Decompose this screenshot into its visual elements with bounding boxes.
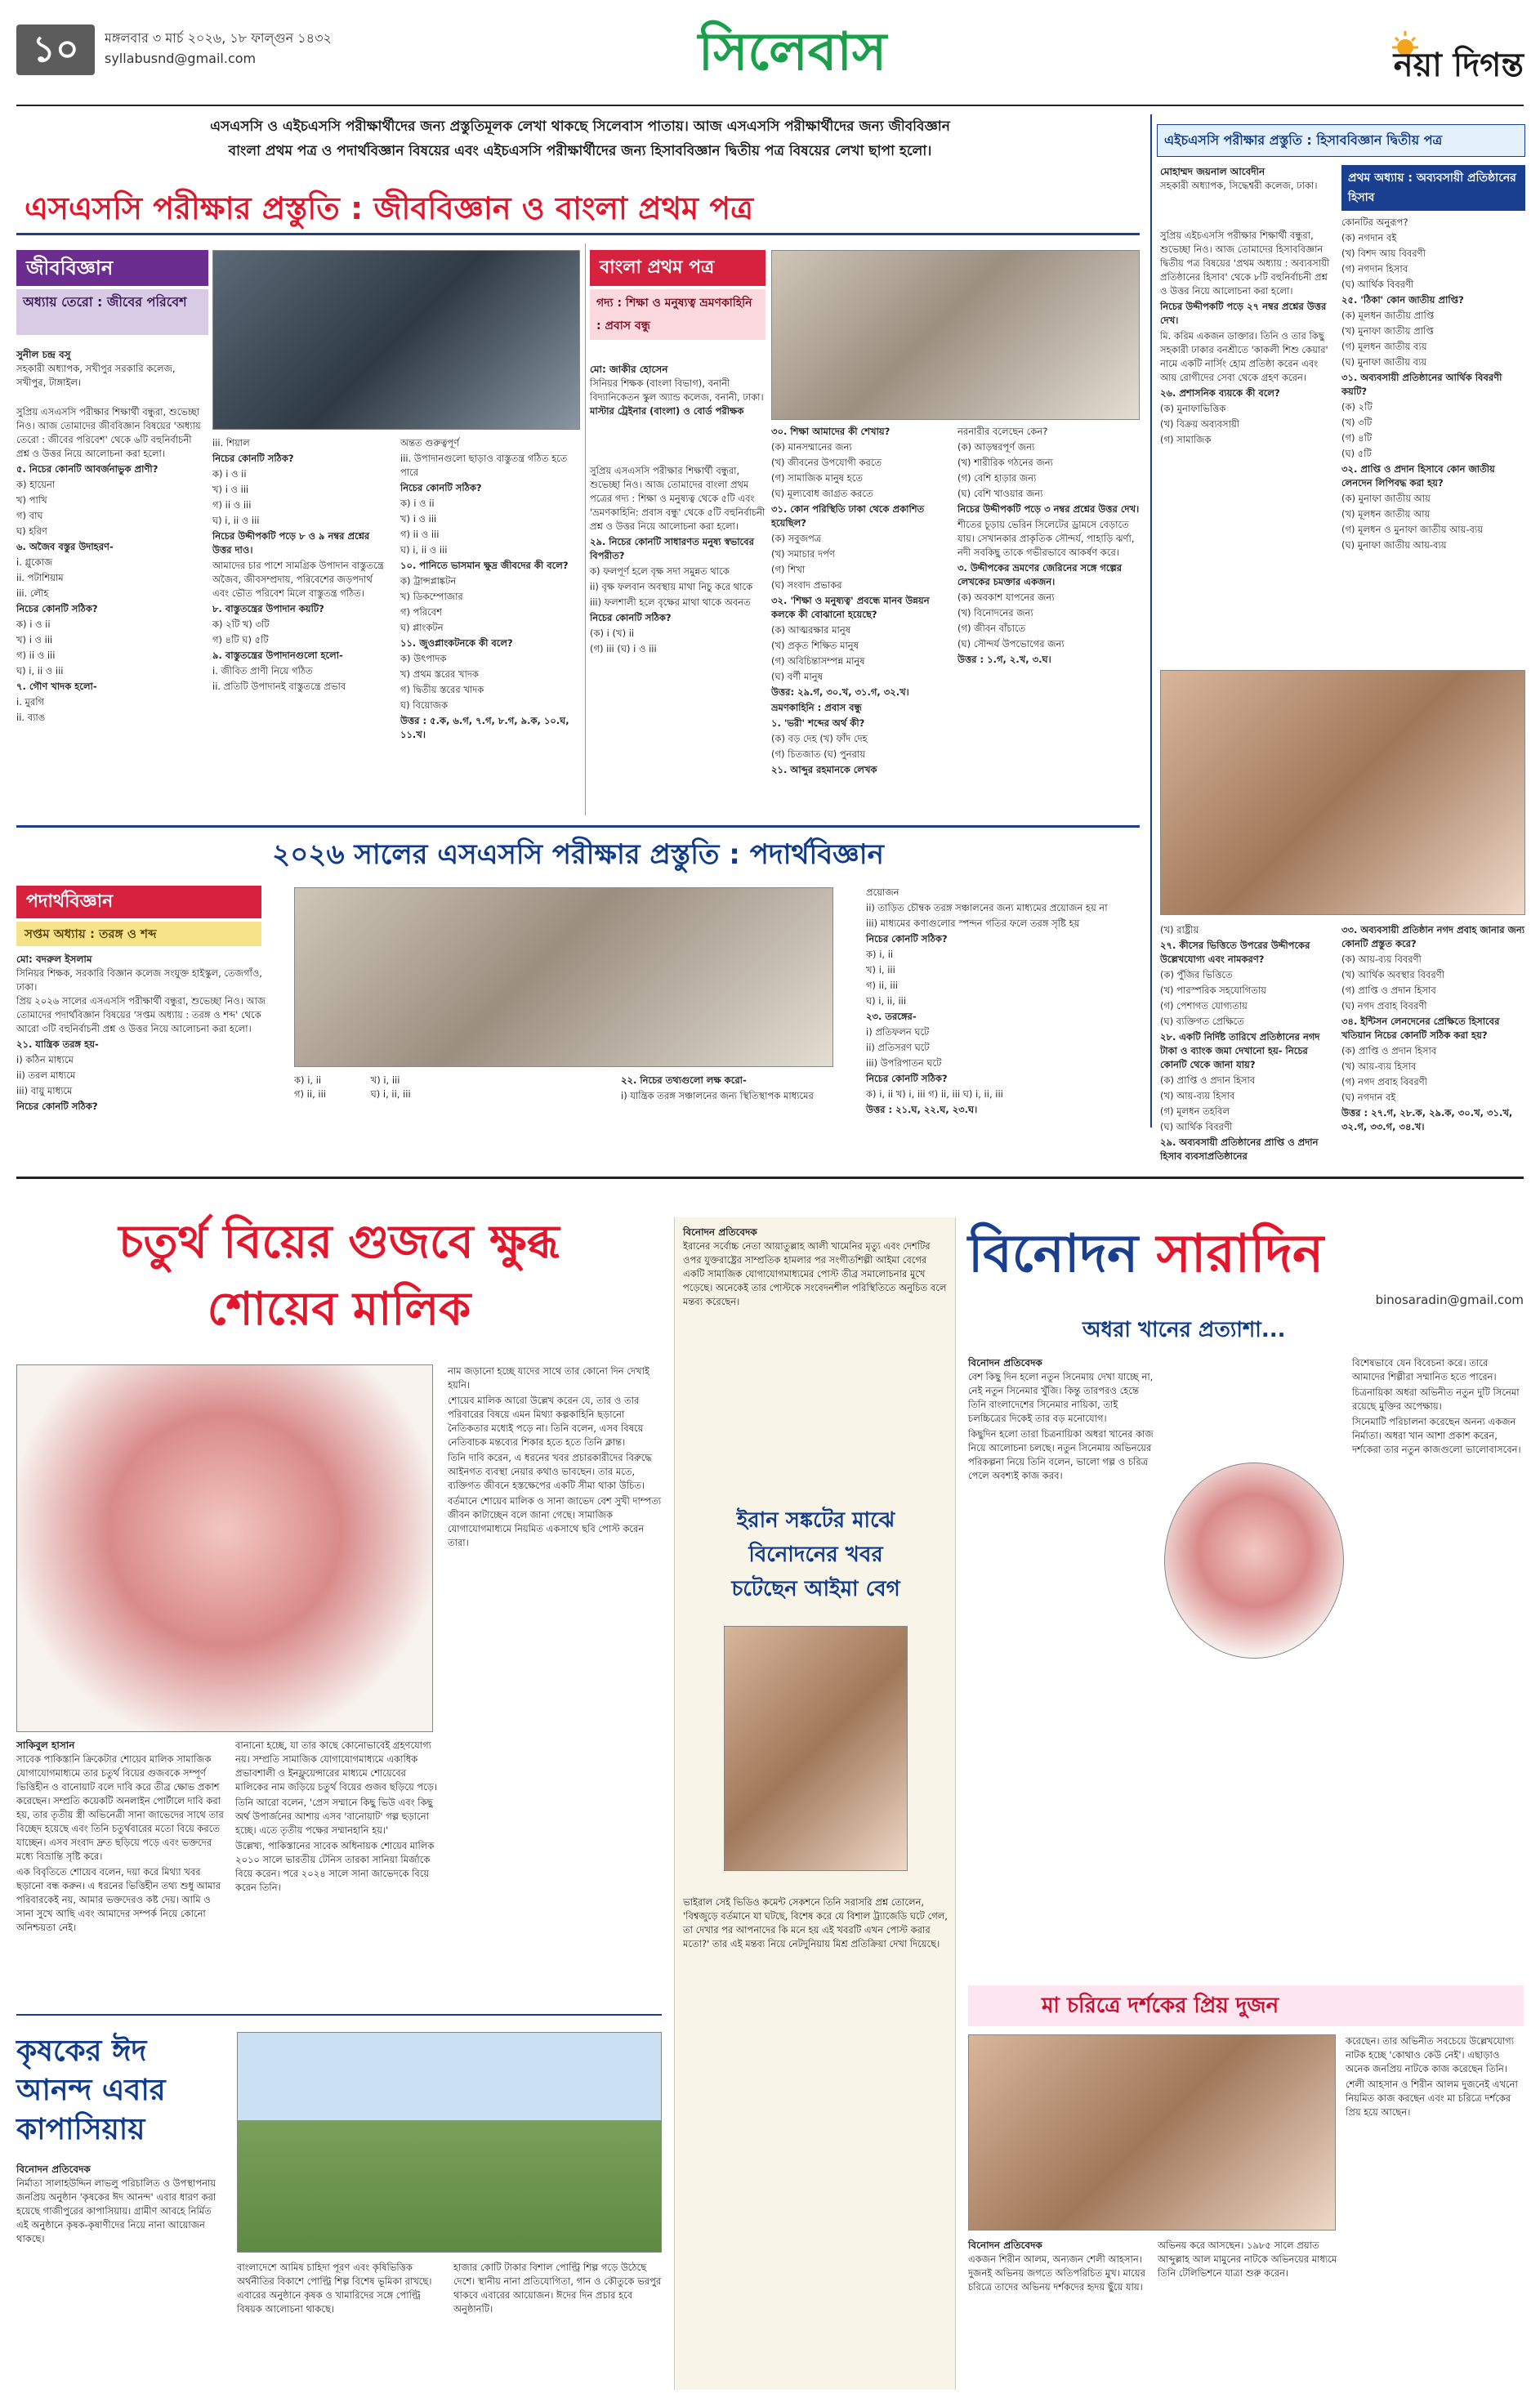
hsc-headline: এইচএসসি পরীক্ষার প্রস্তুতি : হিসাববিজ্ঞান দ্বিতীয় পত্র — [1157, 124, 1525, 157]
biology-option: iii. লৌহ — [16, 587, 49, 599]
hsc-col-1 — [1160, 229, 1333, 449]
odhora-col-2 — [1352, 1356, 1524, 1458]
biology-question: নিচের কোনটি সঠিক? — [212, 453, 294, 464]
odhora-para: বেশ কিছু দিন হলো নতুন সিনেমায় দেখা যাচ্ছে না, নেই নতুন সিনেমার খুঁজি। কিন্তু তারপরও হেন্তে তিনি বাংলাদেশের সিনেমার নায়িকা, তাই চলচ্চিত্রের দিকেই তার বড় মনোযোগ। — [968, 1371, 1154, 1424]
hsc-option: (ক) মুনাফাভিত্তিক — [1160, 403, 1226, 414]
bangla-subject: বাংলা প্রথম পত্র — [590, 250, 766, 286]
krishok-col-1 — [16, 2163, 225, 2248]
bangla-option: (ঘ) সংবাদ প্রভাকর — [771, 579, 842, 591]
bangla-col-1 — [590, 464, 766, 658]
biology-section — [16, 243, 580, 824]
physics-answer: উত্তর : ২১.ঘ, ২২.ঘ, ২৩.ঘ। — [866, 1104, 978, 1115]
hsc-author-desc: সহকারী অধ্যাপক, সিদ্ধেশ্বরী কলেজ, ঢাকা। — [1160, 180, 1318, 191]
biology-question: ৭. গৌণ খাদক হলো- — [16, 681, 97, 692]
shoaib-para: উল্লেখ্য, পাকিস্তানের সাবেক অধিনায়ক শোয়েব মালিক ২০১০ সালে ভারতীয় টেনিস তারকা সানিয়া মির্জাকে বিয়ে করেন। পরে ২০২৪ সালে সানা জাভেদকে বিয়ে করেন তিনি। — [235, 1840, 435, 1893]
shoaib-para: বর্তমানে শোয়েব মালিক ও সানা জাভেদ বেশ সুখী দাম্পত্য জীবন কাটাচ্ছেন বলে জানা গেছে। সামাজিক যোগাযোগমাধ্যমে নিয়মিত একসাথে ছবি পোস্ট করেন তারা। — [448, 1495, 662, 1548]
ma-para: অভিনয় করে আসছেন। ১৯৮৫ সালে প্রয়াত আব্দুল্লাহ আল মামুনের নাটকে অভিনয়ের মাধ্যমে তিনি টেলিভিশনে যাত্রা শুরু করেন। — [1158, 2239, 1337, 2279]
hsc-option: (খ) আয়-ব্যয় হিসাব — [1341, 1061, 1417, 1072]
column-divider — [585, 243, 586, 815]
hsc-question: ৩৪. ইন্টিসন লেনদেনের প্রেক্ষিতে হিসাবের খতিয়ান নিচের কোনটি সঠিক করা হয়? — [1341, 1016, 1500, 1041]
biology-option: অন্তত গুরুত্বপূর্ণ — [400, 437, 460, 449]
hsc-section — [1150, 114, 1525, 1162]
bangla-option: (ঘ) বেশি খাওয়ার জন্য — [957, 488, 1043, 499]
physics-question: ২১. যান্ত্রিক তরঙ্গ হয়- — [16, 1038, 99, 1050]
biology-option: খ) i ও iii — [212, 484, 249, 495]
ma-col-1 — [968, 2239, 1148, 2296]
hsc-option: (ক) প্রাপ্তি ও প্রদান হিসাব — [1160, 1074, 1256, 1086]
bangla-option: (গ) সামাজিক মানুষ হতে — [771, 472, 863, 484]
physics-option: i) প্রতিফলন ঘটে — [866, 1026, 930, 1038]
hsc-option: (ক) আয়-ব্যয় বিবরণী — [1341, 953, 1422, 965]
page-number-box — [16, 25, 95, 75]
aima-headline-line-1: ইরান সঙ্কটের মাঝে — [736, 1508, 895, 1533]
bangla-option: iii) ফলশালী হলে বৃক্ষের মাথা থাকে অবনত — [590, 596, 751, 608]
physics-option: i) কঠিন মাধ্যমে — [16, 1054, 74, 1065]
biology-option: ক) হায়েনা — [16, 479, 56, 490]
hsc-question: ৩৩. অব্যবসায়ী প্রতিষ্ঠান নগদ প্রবাহ জানার জন্য কোনটি প্রস্তুত করে? — [1341, 924, 1525, 949]
hsc-option: (গ) প্রাপ্তি ও প্রদান হিসাব — [1341, 985, 1436, 996]
hsc-option: (খ) বিক্রয় অব্যবসায়ী — [1160, 418, 1240, 430]
physics-option: iii) মাধ্যমের কণাগুলোর স্পন্দন গতির ফলে তরঙ্গ সৃষ্টি হয় — [866, 918, 1080, 929]
krishok-headline-line-1: কৃষকের ঈদ — [16, 2034, 147, 2068]
binodon-email: binosaradin@gmail.com — [1375, 1293, 1524, 1307]
biology-para: সুপ্রিয় এসএসসি পরীক্ষার শিক্ষার্থী বন্ধুরা, শুভেচ্ছা নিও। আজ তোমাদের জীববিজ্ঞান বিষয়ের 'অধ্যায় তেরো : জীবের পরিবেশ' থেকে ৬টি বহুনির্বাচনী প্রশ্ন ও উত্তর নিয়ে আলোচনা করা হলো। — [16, 406, 201, 459]
ma-para: শেলী আহসান ও শিরীন আলম দুজনেই এখনো নিয়মিত কাজ করছেন এবং মা চরিত্রে দর্শকের প্রিয় হয়ে আছেন। — [1346, 2079, 1518, 2118]
odhora-author: বিনোদন প্রতিবেদক — [968, 1357, 1042, 1369]
shoaib-para: সাবেক পাকিস্তানি ক্রিকেটার শোয়েব মালিক সামাজিক যোগাযোগমাধ্যমে তার চতুর্থ বিয়ের গুজবকে সম্পূর্ণ ভিত্তিহীন ও বানোয়াট বলে দাবি করে তীব্র ক্ষোভ প্রকাশ করেছেন। সম্প্রতি কয়েকটি অনলাইন পোর্টালে দাবি করা হয়, তার তৃতীয় স্ত্রী অভিনেত্রী সানা জাভেদের সাথে তার বিচ্ছেদ হয়েছে এবং তিনি চতুর্থবারের মতো বিয়ে করতে যাচ্ছেন। এসব সংবাদ দ্রুত ছড়িয়ে পড়ে এবং ভক্তদের মধ্যে বিভ্রান্তি সৃষ্টি করে। — [16, 1753, 224, 1862]
page-header — [16, 18, 1524, 100]
physics-option: গ) ii, iii — [866, 980, 898, 991]
biology-question: ১১. জুওপ্লাংকটনকে কী বলে? — [400, 637, 513, 649]
biology-option: গ) ii ও iii — [400, 529, 440, 540]
physics-headline: ২০২৬ সালের এসএসসি পরীক্ষার প্রস্তুতি : পদার্থবিজ্ঞান — [272, 838, 884, 871]
intro-line-1: এসএসসি ও এইচএসসি পরীক্ষার্থীদের জন্য প্রস্তুতিমূলক লেখা থাকছে সিলেবাস পাতায়। আজ এসএসসি পরীক্ষার্থীদের জন্য জীববিজ্ঞান — [210, 118, 950, 135]
hsc-option: (ক) প্রাপ্তি ও প্রদান হিসাব — [1341, 1045, 1437, 1056]
bangla-col-3 — [957, 425, 1140, 668]
bangla-option: (গ) শিখা — [771, 564, 806, 575]
ssc-headline: এসএসসি পরীক্ষার প্রস্তুতি : জীববিজ্ঞান ও বাংলা প্রথম পত্র — [25, 190, 754, 226]
biology-option: ক) ২টি খ) ৩টি — [212, 618, 270, 630]
physics-option: ii) তাড়িত চৌম্বক তরঙ্গ সঞ্চালনের জন্য মাধ্যমের প্রয়োজন হয় না — [866, 902, 1108, 913]
physics-q22 — [621, 1074, 866, 1105]
section-separator — [16, 1177, 1524, 1179]
odhora-para: কিছুদিন হলো তারা চিত্রনায়িকা অধরা খানের কাজ নিয়ে আলোচনা চলছে। নতুন সিনেমায় অভিনয়ের পরিকল্পনা নিয়ে তিনি বলেন, ভালো গল্প ও চরিত্র পেলে অবশ্যই কাজ করব। — [968, 1428, 1154, 1481]
biology-option: খ) পাখি — [16, 494, 47, 506]
hsc-question: ৩২. প্রাপ্তি ও প্রদান হিসাবে কোন জাতীয় লেনদেন লিপিবদ্ধ করা হয়? — [1341, 463, 1495, 489]
physics-option: iii) বায়ু মাধ্যমে — [16, 1085, 73, 1096]
biology-question: ৬. অজৈব বস্তুর উদাহরণ- — [16, 541, 114, 552]
biology-option: ঘ) প্লাংকটন — [400, 622, 444, 633]
physics-col-1 — [16, 953, 278, 1115]
physics-option: iii) উপরিপাতন ঘটে — [866, 1057, 942, 1069]
hsc-option: (খ) মূলধন জাতীয় আয় — [1341, 508, 1431, 520]
bangla-option: (খ) জীবনের উপযোগী করতে — [771, 457, 882, 468]
krishok-headline — [16, 2032, 233, 2150]
hsc-option: (ঘ) ব্যক্তিগত প্রেক্ষিতে — [1160, 1016, 1244, 1027]
aima-headline — [683, 1503, 949, 1606]
bangla-section — [590, 243, 1140, 824]
bangla-option: (গ) অবিচিন্তাসম্পন্ন মানুষ — [771, 655, 865, 667]
physics-option: i) যান্ত্রিক তরঙ্গ সঞ্চালনের জন্য স্থিতিস্থাপক মাধ্যমের — [621, 1090, 814, 1101]
bangla-option: নরনারীর বলেছেন কেন? — [957, 426, 1048, 437]
bangla-para: সুপ্রিয় এসএসসি পরীক্ষার শিক্ষার্থী বন্ধুরা, শুভেচ্ছা নিও। আজ তোমাদের বাংলা প্রথম পত্রের গদ্য : শিক্ষা ও মনুষ্যত্ব থেকে ৫টি এবং 'ভ্রমণকাহিনি: প্রবাস বন্ধু' থেকে ৫টি বহুনির্বাচনী প্রশ্ন ও উত্তর নিয়ে আলোচনা করা হলো। — [590, 465, 766, 532]
krishok-headline-line-2: আনন্দ এবার — [16, 2074, 166, 2107]
physics-option: গ) ii, iii — [294, 1088, 326, 1100]
biology-option: ক) ট্রান্সপ্লাঙ্কটন — [400, 575, 457, 587]
hsc-option: (গ) মূলধন জাতীয় ব্যয় — [1341, 341, 1427, 352]
biology-author-block — [16, 348, 204, 390]
biology-photo — [212, 250, 580, 430]
hsc-answer: উত্তর : ২৭.গ, ২৮.ক, ২৯.ক, ৩০.খ, ৩১.খ, ৩২.গ, ৩৩.গ, ৩৪.খ। — [1341, 1107, 1513, 1132]
aima-bottom — [683, 1896, 949, 1953]
hsc-option: (ক) পুঁজির ভিত্তিতে — [1160, 969, 1233, 980]
ma-para: করেছেন। তার অভিনীত সবচেয়ে উল্লেখযোগ্য নাটক হচ্ছে 'কোথাও কেউ নেই'। এছাড়াও অনেক জনপ্রিয় নাটকে কাজ করেছেন তিনি। — [1346, 2035, 1515, 2074]
aima-para: ভাইরাল সেই ভিডিও কমেন্ট সেকশনে তিনি সরাসরি প্রশ্ন তোলেন, 'বিশ্বজুড়ে বর্তমানে যা ঘটছে, বিশেষ করে যে বিশাল ট্র্যাজেডি ঘটে গেল, তা দেখার পর আপনাদের কি মনে হয় এই খবরটি এখন পোস্ট করার মতো?' তার এই মন্তব্য নিয়ে নেটদুনিয়ায় মিশ্র প্রতিক্রিয়া দেখা দিয়েছে। — [683, 1896, 948, 1949]
hsc-option: (খ) মুনাফা জাতীয় প্রাপ্তি — [1341, 325, 1434, 337]
biology-option: ক) i ও ii — [212, 468, 247, 480]
aima-para: ইরানের সর্বোচ্চ নেতা আয়াতুল্লাহ আলী খামেনির মৃত্যু এবং দেশটির ওপর যুক্তরাষ্ট্রের সাম্প্রতিক হামলার পর সংগীতশিল্পী আইমা বেগের একটি সামাজিক যোগাযোগমাধ্যমের পোস্ট তীব্র সমালোচনার মুখে পড়েছে। অনেকেই তার পোস্টকে সংবেদনশীল পরিস্থিতিতে অনুচিত বলে মন্তব্য করেছেন। — [683, 1240, 947, 1307]
bangla-option: (ঘ) সৌন্দর্য উপভোগের জন্য — [957, 638, 1065, 650]
biology-col-1 — [16, 405, 204, 726]
physics-subject: পদার্থবিজ্ঞান — [16, 886, 261, 918]
biology-option: খ) ডিকম্পোজার — [400, 591, 463, 602]
aima-author: বিনোদন প্রতিবেদক — [683, 1226, 757, 1238]
bangla-question: নিচের উদ্দীপকটি পড়ে ৩ নম্বর প্রশ্নের উত্তর দেখ। — [957, 503, 1140, 515]
hsc-option: (খ) ৩টি — [1341, 417, 1373, 428]
binodon-title-part-2: সারাদিন — [1156, 1224, 1324, 1284]
aima-photo — [724, 1626, 908, 1871]
hsc-question: ২৫. 'ঠিকা' কোন জাতীয় প্রাপ্তি? — [1341, 294, 1464, 306]
bangla-author-desc: সিনিয়র শিক্ষক (বাংলা বিভাগ), বনানী বিদ্যানিকেতন স্কুল অ্যান্ড কলেজ, বনানী, ঢাকা। — [590, 377, 764, 403]
bangla-col-2 — [771, 425, 947, 779]
biology-option: গ) দ্বিতীয় স্তরের খাদক — [400, 684, 484, 695]
hsc-option: (খ) পারস্পরিক সহযোগিতায় — [1160, 985, 1266, 996]
biology-question: নিচের উদ্দীপকটি পড়ে ৮ ও ৯ নম্বর প্রশ্নের উত্তর দাও। — [212, 530, 370, 556]
shoaib-para: নাম জড়ানো হচ্ছে যাদের সাথে তার কোনো দিন দেখাই হয়নি। — [448, 1365, 649, 1391]
paper-logo — [1291, 29, 1524, 84]
biology-question: ৫. নিচের কোনটি আবর্জনাভুক প্রাণী? — [16, 463, 158, 475]
biology-answer: উত্তর : ৫.ক, ৬.গ, ৭.গ, ৮.গ, ৯.ক, ১০.ঘ, ১১.খ। — [400, 715, 569, 740]
hsc-question: ২৭. কীসের ভিত্তিতে উপরের উদ্দীপকের উল্লেখযোগ্য এবং নামকরণ? — [1160, 940, 1310, 965]
krishok-author: বিনোদন প্রতিবেদক — [16, 2164, 91, 2175]
bangla-question: ৩১. কোন পরিস্থিতি ঢাকা থেকে প্রকাশিত হয়েছিল? — [771, 503, 925, 529]
hsc-question: ২৮. একটি নির্দিষ্ট তারিখে প্রতিষ্ঠানের নগদ টাকা ও ব্যাংক জমা দেখানো হয়- নিচের কোনটি থেকে জানা যায়? — [1160, 1031, 1320, 1070]
odhora-para: চিত্রনায়িকা অধরা অভিনীত নতুন দুটি সিনেমা রয়েছে মুক্তির অপেক্ষায়। — [1352, 1387, 1520, 1412]
hsc-option: (ঘ) আর্থিক বিবরণী — [1341, 279, 1414, 290]
odhora-photo — [1164, 1462, 1344, 1659]
physics-option: ঘ) i, ii, iii — [866, 995, 907, 1007]
ma-col-3 — [1346, 2034, 1524, 2121]
hsc-option: (ঘ) মুনাফা জাতীয় ব্যয় — [1341, 356, 1427, 368]
shoaib-headline-line-1: চতুর্থ বিয়ের গুজবে ক্ষুব্ধ — [118, 1216, 560, 1269]
section-title: সিলেবাস — [698, 21, 887, 83]
ssc-headline-rule — [16, 233, 1140, 235]
physics-author-desc: সিনিয়র শিক্ষক, সরকারি বিজ্ঞান কলেজ সংযুক্ত হাইস্কুল, তেজগাঁও, ঢাকা। — [16, 967, 262, 993]
biology-question: ৮. বাস্তুতন্ত্রের উপাদান কয়টি? — [212, 603, 324, 614]
hsc-option: (ক) মুনাফা জাতীয় আয় — [1341, 493, 1431, 504]
krishok-headline-line-3: কাপাসিয়ায় — [16, 2113, 145, 2146]
biology-option: ii. পটাশিয়াম — [16, 572, 64, 583]
aima-section — [674, 1217, 956, 2390]
hsc-para: মি. করিম একজন ডাক্তার। তিনি ও তার কিছু সহকারী ঢাকার বনশ্রীতে 'কাকলী শিশু কেয়ার' নামে একটি নার্সিং হোম প্রতিষ্ঠা করেন এবং আয় রোগীদের সেবা থেকে গ্রহণ করেন। — [1160, 330, 1328, 383]
biology-option: গ) বাঘ — [16, 510, 43, 521]
odhora-title: অধরা খানের প্রত্যাশা... — [1082, 1318, 1286, 1342]
physics-question: ২৩. তরঙ্গের- — [866, 1011, 917, 1022]
intro-line-2: বাংলা প্রথম পত্র ও পদার্থবিজ্ঞান বিষয়ের এবং এইচএসসি পরীক্ষার্থীদের জন্য হিসাববিজ্ঞান দ্বিতীয় পত্র বিষয়ের লেখা ছাপা হলো। — [228, 143, 932, 159]
hsc-option: (গ) মূলধন তহবিল — [1160, 1105, 1230, 1117]
shoaib-author: সাকিবুল হাসান — [16, 1739, 75, 1751]
bangla-option: (ঘ) বর্ণী মানুষ — [771, 671, 823, 682]
biology-option: ii. প্রতিটি উপাদানই বাস্তুতন্ত্রে প্রভাব — [212, 681, 346, 692]
hsc-option: (গ) ৪টি — [1341, 432, 1373, 444]
hsc-option: কোনটির অনুরূপ? — [1341, 217, 1408, 228]
bangla-author-block — [590, 363, 766, 418]
biology-option: ঘ) বিয়োজক — [400, 699, 449, 711]
bangla-question: ৩০. শিক্ষা আমাদের কী শেখায়? — [771, 426, 891, 437]
bangla-option: (গ) iii (ঘ) i ও iii — [590, 643, 657, 654]
bangla-option: (খ) শারীরিক গঠনের জন্য — [957, 457, 1053, 468]
biology-option: ঘ) i, ii ও iii — [400, 544, 448, 556]
bangla-option: ii) বৃক্ষ ফলবান অবস্থায় মাথা নিচু করে থাকে — [590, 581, 753, 592]
bangla-answer: উত্তর : ১.গ, ২.খ, ৩.ঘ। — [957, 654, 1051, 665]
page-number: ১০ — [32, 29, 79, 70]
physics-option: ক) i, ii — [294, 1074, 322, 1086]
ma-author: বিনোদন প্রতিবেদক — [968, 2239, 1042, 2251]
biology-question: ৯. বাস্তুতন্ত্রের উপাদানগুলো হলো- — [212, 650, 343, 661]
hsc-option: (ঘ) নগদান বই — [1341, 1092, 1396, 1103]
bangla-option: (ক) আড়ম্বরপূর্ণ জন্য — [957, 441, 1035, 453]
hsc-col-2 — [1341, 216, 1525, 554]
hsc-question: নিচের উদ্দীপকটি পড়ে ২৭ নম্বর প্রশ্নের উত্তর দেখ। — [1160, 301, 1327, 326]
physics-option: ii) তরল মাধ্যমে — [16, 1069, 76, 1081]
bangla-photo — [771, 250, 1140, 420]
paper-name: নয়া দিগন্ত — [1393, 46, 1524, 84]
bangla-question: ৩২. 'শিক্ষা ও মনুষ্যত্ব' প্রবন্ধে মানব উন্নয়ন কলকে কী বোঝানো হয়েছে? — [771, 595, 930, 620]
hsc-option: (গ) নগদ প্রবাহ বিবরণী — [1341, 1076, 1427, 1087]
bangla-option: (খ) সমাচার দর্পণ — [771, 548, 835, 560]
biology-option: ii. ব্যাঙ — [16, 712, 46, 723]
hsc-option: (গ) সামাজিক — [1160, 434, 1212, 445]
biology-option: ক) উৎপাদক — [400, 653, 447, 664]
biology-option: ঘ) হরিণ — [16, 525, 47, 537]
bangla-option: ক) ফলপূর্ণ হলে বৃক্ষ সদা সমুন্নত থাকে — [590, 565, 730, 577]
odhora-col-1 — [968, 1356, 1156, 1485]
shoaib-headline — [16, 1209, 662, 1343]
shoaib-para: তিনি আরো বলেন, 'প্রেস সম্মানে কিছু ভিউ এবং কিছু অর্থ উপার্জনের আশায় এসব 'বানোয়াট' গল্প ছড়ানো হচ্ছে। এতে তৃতীয় পক্ষের সম্মানহানি হয়।' — [235, 1797, 433, 1836]
binodon-title — [968, 1217, 1524, 1291]
bangla-option: (গ) বেশি হাড়ার জন্য — [957, 472, 1037, 484]
bangla-option: (খ) বিনোদনের জন্য — [957, 607, 1033, 618]
hsc-option: (গ) নগদান হিসাব — [1341, 263, 1408, 275]
physics-option: ঘ) i, ii, iii — [370, 1088, 411, 1100]
krishok-col-2 — [237, 2261, 441, 2318]
krishok-section — [16, 2014, 662, 2390]
ma-para: একজন শিরীন আলম, অন্যজন শেলী আহসান। দুজনই অভিনয় জগতে অতিপরিচিত মুখ। মায়ের চরিত্রে তাদের অভিনয় দর্শকদের হৃদয় ছুঁয়ে যায়। — [968, 2253, 1145, 2293]
bangla-option: (ক) মানসম্মানের জন্য — [771, 441, 852, 453]
bangla-question: ১. 'ভরী' শব্দের অর্থ কী? — [771, 717, 865, 729]
bangla-chapter: গদ্য : শিক্ষা ও মনুষ্যত্ব ভ্রমণকাহিনি : প্রবাস বন্ধু — [590, 289, 766, 340]
hsc-option: (ঘ) নগদ প্রবাহ বিবরণী — [1341, 1000, 1427, 1011]
bangla-question: ২১. আব্দুর রহমানকে লেখক — [771, 764, 877, 775]
aima-headline-line-2: বিনোদনের খবর — [748, 1543, 883, 1567]
bangla-author-desc-2: মাস্টার ট্রেইনার (বাংলা) ও বোর্ড পরীক্ষক — [590, 405, 744, 417]
hsc-option: (গ) মূলধন ও মুনাফা জাতীয় আয়-ব্যয় — [1341, 524, 1484, 535]
hsc-option: (ঘ) মুনাফা জাতীয় আয়-ব্যয় — [1341, 539, 1447, 551]
hsc-option: (খ) আয়-ব্যয় হিসাব — [1160, 1090, 1235, 1101]
biology-option: খ) i ও iii — [16, 634, 53, 645]
shoaib-para: এক বিবৃতিতে শোয়েব বলেন, দয়া করে মিথ্যা খবর ছড়ানো বন্ধ করুন। এ ধরনের ভিত্তিহীন তথ্য শুধু আমার পরিবারকেই নয়, আমার ভক্তদেরও কষ্ট দেয়। আমি ও সানা সুখে আছি এবং আমাদের সম্পর্ক নিয়ে কোনো অনিশ্চয়তা নেই। — [16, 1866, 221, 1933]
krishok-para: হাজার কোটি টাকার বিশাল পোল্ট্রি শিল্প গড়ে উঠেছে দেশে। স্থানীয় নানা প্রতিযোগিতা, গান ও কৌতুকে ভরপুর থাকবে এবারের আয়োজন। ঈদের দিন প্রচার হবে অনুষ্ঠানটি। — [453, 2262, 662, 2315]
ma-photo — [968, 2034, 1336, 2231]
hsc-option: (খ) রাষ্ট্রীয় — [1160, 924, 1199, 936]
bangla-question: ৩. উদ্দীপকের ভ্রমণের জেরিনের সঙ্গে গল্পের লেখকের চমক্তার একজন। — [957, 562, 1123, 587]
physics-option: ক) i, ii — [866, 949, 894, 960]
hsc-chapter: প্রথম অধ্যায় : অব্যবসায়ী প্রতিষ্ঠানের হিসাব — [1341, 165, 1525, 211]
shoaib-para: তিনি দাবি করেন, এ ধরনের খবর প্রচারকারীদের বিরুদ্ধে আইনগত ব্যবস্থা নেয়ার কথাও ভাবছেন। তার মতে, ব্যক্তিগত জীবনে হস্তক্ষেপের একটি সীমা থাকা উচিত। — [448, 1452, 652, 1491]
bangla-para: শীতের চূড়ায় ভেরিন সিলেটের ড্রামসে বেড়াতে যায়। সেখানকার প্রাকৃতিক সৌন্দর্য, পাহাড়ি ঝর্ণা, নদী সবকিছু তাকে গভীরভাবে আকর্ষণ করে। — [957, 519, 1135, 558]
biology-option: iii. শিয়াল — [212, 437, 250, 449]
physics-question: নিচের কোনটি সঠিক? — [16, 1101, 98, 1112]
hsc-option: (ক) নগদান বই — [1341, 232, 1397, 243]
shoaib-para: বানানো হচ্ছে, যা তার কাছে কোনোভাবেই গ্রহণযোগ্য নয়। সম্প্রতি সামাজিক যোগাযোগমাধ্যমে একাধিক প্রভাবশালী ও ইনফ্লুয়েন্সারের মাধ্যমে শোয়েবের মালিকের নাম জড়িয়ে চতুর্থ বিয়ের গুজব ছড়িয়ে পড়ে। — [235, 1739, 438, 1793]
bangla-option: (ক) সবুজপত্র — [771, 533, 822, 544]
hsc-option: (ঘ) ৫টি — [1341, 448, 1372, 459]
odhora-para: বিশেষভাবে যেন বিবেচনা করে। তারে আমাদের শিল্পীরা সম্মানিত হতে পারেন। — [1352, 1357, 1497, 1382]
biology-option: খ) i ও iii — [400, 513, 437, 525]
shoaib-headline-line-2: শোয়েব মালিক — [207, 1283, 471, 1336]
bangla-option: (ক) আত্মরক্ষার মানুষ — [771, 624, 851, 636]
physics-question: নিচের কোনটি সঠিক? — [866, 1073, 948, 1084]
shoaib-col-1 — [16, 1739, 229, 1936]
krishok-para: বাংলাদেশে আমিষ চাহিদা পূরণ এবং কৃষিভিত্তিক অর্থনীতির বিকাশে পোল্ট্রি শিল্প বিশেষ ভূমিকা রাখছে। এবারের অনুষ্ঠানে কৃষক ও খামারিদের সঙ্গে পোল্ট্রি বিষয়ক আলোচনা থাকছে। — [237, 2262, 432, 2315]
date-line: মঙ্গলবার ৩ মার্চ ২০২৬, ১৮ ফাল্গুন ১৪৩২ — [105, 30, 332, 46]
bangla-question: ২৯. নিচের কোনটি সাধারণত মনুষ্য স্বভাবের বিপরীত? — [590, 536, 754, 561]
physics-col-2 — [294, 1074, 605, 1101]
bangla-question: নিচের কোনটি সঠিক? — [590, 612, 672, 623]
ma-title: মা চরিত্রে দর্শকের প্রিয় দুজন — [1042, 1994, 1279, 2018]
bangla-option: (খ) প্রকৃত শিক্ষিত মানুষ — [771, 640, 859, 651]
biology-author-desc: সহকারী অধ্যাপক, সখীপুর সরকারি কলেজ, সখীপুর, টাঙ্গাইল। — [16, 363, 176, 388]
hsc-author: মোহাম্মদ জয়নাল আবেদীন — [1160, 166, 1265, 177]
hsc-para: সুপ্রিয় এইচএসসি পরীক্ষার শিক্ষার্থী বন্ধুরা, শুভেচ্ছা নিও। আজ তোমাদের হিসাববিজ্ঞান দ্বিতীয় পত্র বিষয়ের 'প্রথম অধ্যায় : অব্যবসায়ী প্রতিষ্ঠানের হিসাব' থেকে ৮টি বহুনির্বাচনী প্রশ্ন ও উত্তর নিয়ে আলোচনা করা হলো। — [1160, 230, 1330, 297]
biology-option: ঘ) i, ii ও iii — [212, 515, 260, 526]
bangla-option: (ক) বড় দেহ (খ) ফাঁদ দেহ — [771, 733, 868, 744]
bangla-option: (ক) অবকাশ যাপনের জন্য — [957, 592, 1055, 603]
physics-top-rule — [16, 825, 1140, 828]
physics-col-3 — [866, 886, 1140, 1119]
biology-col-2 — [212, 436, 388, 695]
shoaib-col-3 — [448, 1364, 662, 1552]
hsc-question: ২৯. অব্যবসায়ী প্রতিষ্ঠানের প্রাপ্তি ও প্রদান হিসাব ব্যবসাপ্রতিষ্ঠানের — [1160, 1136, 1319, 1162]
krishok-para: নির্মাতা সালাহউদ্দিন লাভলু পরিচালিত ও উপস্থাপনায় জনপ্রিয় অনুষ্ঠান 'কৃষকের ঈদ আনন্দ' এবার ধারণ করা হয়েছে গাজীপুরের কাপাসিয়ায়। গ্রামীণ আবহে নির্মিত এই অনুষ্ঠানে কৃষক-কৃষাণীদের নিয়ে নানা আয়োজন থাকছে। — [16, 2177, 216, 2244]
header-email: syllabusnd@gmail.com — [105, 51, 257, 66]
physics-question: নিচের কোনটি সঠিক? — [866, 933, 948, 944]
physics-author: মো: বদরুল ইসলাম — [16, 953, 92, 965]
physics-option: খ) i, iii — [866, 964, 895, 976]
hsc-option: (গ) পেশাগত যোগ্যতায় — [1160, 1000, 1248, 1011]
hsc-option: (ঘ) আর্থিক বিবরণী — [1160, 1121, 1233, 1132]
biology-subject: জীববিজ্ঞান — [16, 250, 208, 286]
hsc-question: ৩১. অব্যবসায়ী প্রতিষ্ঠানের আর্থিক বিবরণী কয়টি? — [1341, 372, 1502, 397]
hsc-col-3 — [1160, 923, 1333, 1165]
bangla-option: (ক) i (খ) ii — [590, 627, 635, 639]
hsc-option: (খ) আর্থিক অবস্থার বিবরণী — [1341, 969, 1444, 980]
shoaib-para: শোয়েব মালিক আরো উল্লেখ করেন যে, তার ও তার পরিবারের বিষয়ে এমন মিথ্যা কল্পকাহিনি ছড়ানো নৈতিকতার মধ্যেই পড়ে না। তিনি বলেন, এসব বিষয়ে নেতিবাচক মন্তব্যের শিকার হতে হতে তিনি ক্লান্ত। — [448, 1395, 644, 1448]
biology-option: গ) পরিবেশ — [400, 606, 442, 618]
biology-question: নিচের কোনটি সঠিক? — [400, 482, 482, 493]
physics-para: প্রিয় ২০২৬ সালের এসএসসি পরীক্ষার্থী বন্ধুরা, শুভেচ্ছা নিও। আজ তোমাদের পদার্থবিজ্ঞান বিষয়ের 'সপ্তম অধ্যায় : তরঙ্গ ও শব্দ' থেকে আরো ৩টি বহুনির্বাচনী প্রশ্ন ও উত্তর নিয়ে আলোচনা করা হলো। — [16, 995, 266, 1034]
physics-option: খ) i, iii — [370, 1074, 400, 1086]
bangla-answer: উত্তর: ২৯.গ, ৩০.খ, ৩১.গ, ৩২.খ। — [771, 686, 909, 698]
biology-col-3 — [400, 436, 580, 744]
physics-option: প্রয়োজন — [866, 886, 899, 898]
biology-option: গ) ৪টি ঘ) ৫টি — [212, 634, 269, 645]
shoaib-photo — [16, 1364, 433, 1732]
hsc-option: (ক) ২টি — [1341, 401, 1373, 413]
biology-option: ক) i ও ii — [16, 618, 51, 630]
header-rule — [16, 105, 1524, 106]
hsc-author-block — [1160, 165, 1332, 193]
biology-option: গ) ii ও iii — [16, 650, 56, 661]
hsc-question: ২৬. প্রশাসনিক ব্যয়কে কী বলে? — [1160, 387, 1280, 399]
ma-col-2 — [1158, 2239, 1337, 2282]
biology-option: iii. উপাদানগুলো ছাড়াও বাস্তুতন্ত্র গঠিত হতে পারে — [400, 453, 568, 478]
krishok-col-3 — [453, 2261, 662, 2318]
physics-chapter: সপ্তম অধ্যায় : তরঙ্গ ও শব্দ — [16, 922, 261, 946]
physics-photo — [294, 887, 833, 1067]
physics-option: ii) প্রতিসরণ ঘটে — [866, 1042, 930, 1053]
hsc-photo — [1160, 670, 1525, 915]
aima-headline-line-3: চটেছেন আইমা বেগ — [731, 1577, 900, 1601]
binodon-section — [968, 1217, 1524, 2390]
physics-section — [16, 882, 1140, 1128]
biology-option: i. জীবিত প্রাণী নিয়ে গঠিত — [212, 665, 313, 677]
biology-para: আমাদের চার পাশে সামগ্রিক উপাদান বাস্তুতন্ত্রে অজৈব, জীবসম্প্রদায়, পরিবেশের জড়পদার্থ এবং ভৌত পরিবেশ মিলে বাস্তুতন্ত্র গঠিত। — [212, 560, 384, 599]
physics-question: ২২. নিচের তথ্যগুলো লক্ষ করো- — [621, 1074, 747, 1086]
biology-option: i. মুরগি — [16, 696, 45, 708]
hsc-option: (ক) মূলধন জাতীয় প্রাপ্তি — [1341, 310, 1435, 321]
bangla-option: (গ) চিতজাত (ঘ) পুনরায় — [771, 748, 866, 760]
biology-option: i. গ্লুকোজ — [16, 556, 53, 568]
biology-option: খ) প্রথম স্তরের খাদক — [400, 668, 479, 680]
ma-title-bar — [968, 1985, 1524, 2026]
physics-option: ক) i, ii খ) i, iii গ) ii, iii ঘ) i, ii, iii — [866, 1088, 1003, 1100]
hsc-col-4 — [1341, 923, 1525, 1136]
aima-top — [683, 1226, 949, 1311]
odhora-para: সিনেমাটি পরিচালনা করেছেন অনন্য একজন নির্মাতা। অধরা খান আশা প্রকাশ করেন, দর্শকেরা তার নতুন কাজগুলো ভালোবাসবেন। — [1352, 1416, 1521, 1455]
bangla-option: (গ) জীবন বাঁচাতে — [957, 623, 1026, 634]
biology-question: ১০. পানিতে ভাসমান ক্ষুদ্র জীবদের কী বলে? — [400, 560, 569, 571]
biology-option: গ) ii ও iii — [212, 499, 252, 511]
intro-text — [16, 114, 1144, 163]
biology-author: সুনীল চন্দ্র বসু — [16, 349, 71, 360]
biology-option: ঘ) i, ii ও iii — [16, 665, 64, 677]
biology-chapter: অধ্যায় তেরো : জীবের পরিবেশ — [16, 289, 208, 335]
krishok-photo — [237, 2032, 662, 2253]
binodon-title-part-1: বিনোদন — [968, 1224, 1139, 1284]
biology-option: ক) i ও ii — [400, 498, 435, 509]
hsc-option: (খ) বিশদ আয় বিবরণী — [1341, 248, 1426, 259]
bangla-author: মো: জাকীর হোসেন — [590, 364, 668, 375]
bangla-option: (ঘ) মূল্যবোধ জাগ্রত করতে — [771, 488, 873, 499]
bangla-subheading: ভ্রমণকাহিনি : প্রবাস বন্ধু — [771, 702, 862, 713]
biology-question: নিচের কোনটি সঠিক? — [16, 603, 98, 614]
shoaib-col-2 — [235, 1739, 440, 1896]
